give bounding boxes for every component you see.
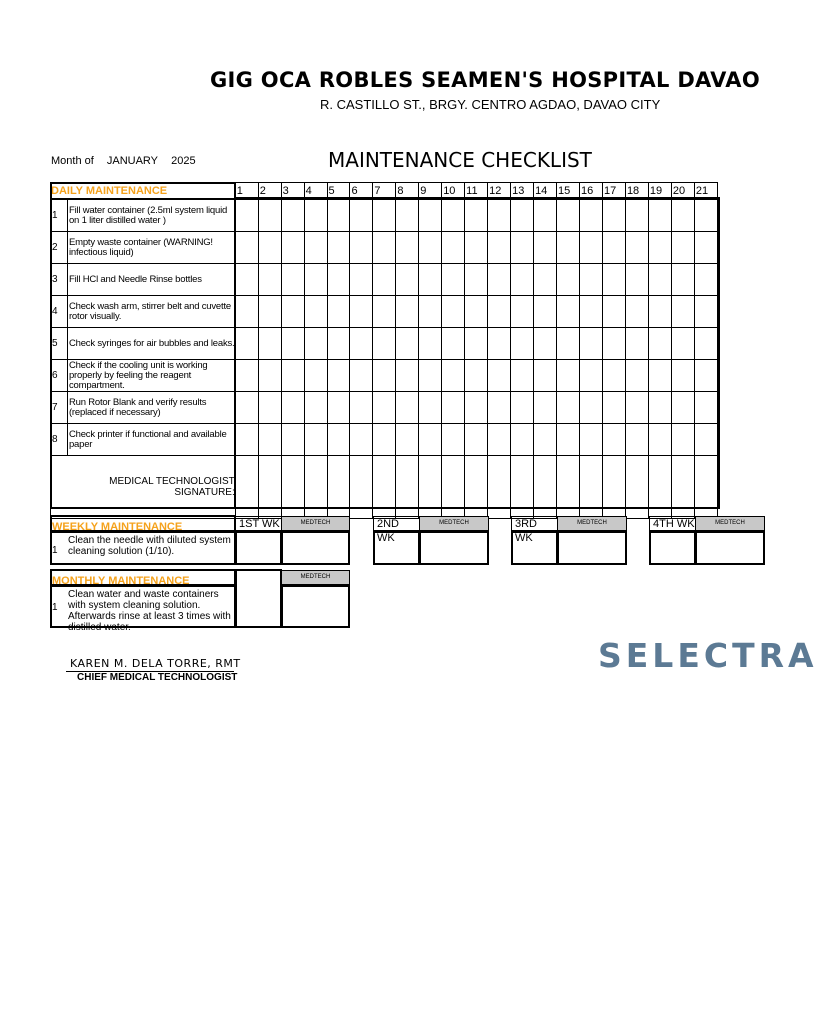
- week-1-check-cell[interactable]: [235, 531, 282, 565]
- hospital-name: GIG OCA ROBLES SEAMEN'S HOSPITAL DAVAO: [210, 68, 761, 92]
- day-header: 4: [304, 183, 327, 200]
- day-header: 5: [327, 183, 350, 200]
- brand-logo: SELECTRA: [598, 636, 818, 675]
- day-header: 10: [442, 183, 465, 200]
- checklist-title: MAINTENANCE CHECKLIST: [328, 148, 592, 172]
- week-2-medtech: MEDTECH: [419, 516, 489, 531]
- weekly-maintenance-label: WEEKLY MAINTENANCE: [52, 521, 183, 533]
- task-number: 8: [51, 424, 68, 456]
- monthly-task-text: Clean water and waste containers with system cleaning solution. Afterwards rinse at least 3 times with distilled water.: [68, 589, 231, 633]
- task-description: Check wash arm, stirrer belt and cuvette rotor visually.: [67, 296, 235, 328]
- day-header: 12: [488, 183, 511, 200]
- day-header: 16: [580, 183, 603, 200]
- day-header: 19: [648, 183, 671, 200]
- year-value: 2025: [171, 155, 196, 167]
- weekly-label-cell: [50, 515, 236, 532]
- task-description: Empty waste container (WARNING! infectious liquid): [67, 232, 235, 264]
- day-header: 9: [419, 183, 442, 200]
- signatory-title: CHIEF MEDICAL TECHNOLOGIST: [77, 672, 238, 683]
- weekly-task-number: 1: [52, 545, 58, 556]
- day-header: 2: [258, 183, 281, 200]
- monthly-check-cell[interactable]: [235, 569, 282, 628]
- task-number: 6: [51, 360, 68, 392]
- week-1-signature-cell[interactable]: [281, 531, 350, 565]
- day-header: 13: [511, 183, 534, 200]
- day-header: 8: [396, 183, 419, 200]
- task-description: Check syringes for air bubbles and leaks.: [67, 328, 235, 360]
- monthly-signature-cell[interactable]: [281, 585, 350, 628]
- week-3-check-cell[interactable]: [511, 531, 558, 565]
- day-header: 17: [602, 183, 625, 200]
- weekly-task-text: Clean the needle with diluted system cleaning solution (1/10).: [68, 535, 231, 557]
- day-header: 18: [625, 183, 648, 200]
- week-3-signature-cell[interactable]: [557, 531, 627, 565]
- monthly-task-cell: [50, 585, 236, 633]
- weekly-task-cell: [50, 531, 236, 565]
- task-description: Check printer if functional and available paper: [67, 424, 235, 456]
- signature-label: MEDICAL TECHNOLOGIST SIGNATURE:: [51, 456, 236, 519]
- day-header: 21: [694, 183, 717, 200]
- monthly-medtech: MEDTECH: [281, 570, 350, 585]
- task-description: Fill HCl and Needle Rinse bottles: [67, 264, 235, 296]
- task-number: 7: [51, 392, 68, 424]
- daily-grid-outline: [234, 197, 720, 509]
- task-description: Fill water container (2.5ml system liquid on 1 liter distilled water ): [67, 199, 235, 232]
- week-4-medtech: MEDTECH: [695, 516, 765, 531]
- task-number: 3: [51, 264, 68, 296]
- daily-maintenance-label: DAILY MAINTENANCE: [51, 183, 236, 200]
- task-description: Run Rotor Blank and verify results (replaced if necessary): [67, 392, 235, 424]
- task-number: 5: [51, 328, 68, 360]
- monthly-maintenance-label: MONTHLY MAINTENANCE: [52, 575, 190, 587]
- day-header: 1: [235, 183, 258, 200]
- hospital-address: R. CASTILLO ST., BRGY. CENTRO AGDAO, DAVAO CITY: [320, 97, 661, 112]
- week-4-signature-cell[interactable]: [695, 531, 765, 565]
- week-2-signature-cell[interactable]: [419, 531, 489, 565]
- week-3-medtech: MEDTECH: [557, 516, 627, 531]
- monthly-task-number: 1: [52, 602, 58, 613]
- week-2-label: 2ND WK: [373, 516, 420, 531]
- task-description: Check if the cooling unit is working properly by feeling the reagent compartment.: [67, 360, 235, 392]
- day-header: 14: [534, 183, 557, 200]
- day-header: 15: [557, 183, 580, 200]
- daily-task-outline: [50, 182, 236, 509]
- day-header: 11: [465, 183, 488, 200]
- task-number: 1: [51, 199, 68, 232]
- day-header: 3: [281, 183, 304, 200]
- signatory-name: KAREN M. DELA TORRE, RMT: [70, 657, 241, 670]
- month-line: [51, 155, 206, 167]
- task-number: 2: [51, 232, 68, 264]
- day-header: 6: [350, 183, 373, 200]
- week-3-label: 3RD WK: [511, 516, 558, 531]
- week-4-check-cell[interactable]: [649, 531, 696, 565]
- month-value: JANUARY: [106, 155, 159, 167]
- week-4-label: 4TH WK: [649, 516, 696, 531]
- week-2-check-cell[interactable]: [373, 531, 420, 565]
- week-1-medtech: MEDTECH: [281, 516, 350, 531]
- monthly-label-cell: [50, 569, 236, 586]
- day-header: 20: [671, 183, 694, 200]
- day-header: 7: [373, 183, 396, 200]
- month-label: Month of: [51, 155, 94, 167]
- week-1-label: 1ST WK: [235, 516, 282, 531]
- task-number: 4: [51, 296, 68, 328]
